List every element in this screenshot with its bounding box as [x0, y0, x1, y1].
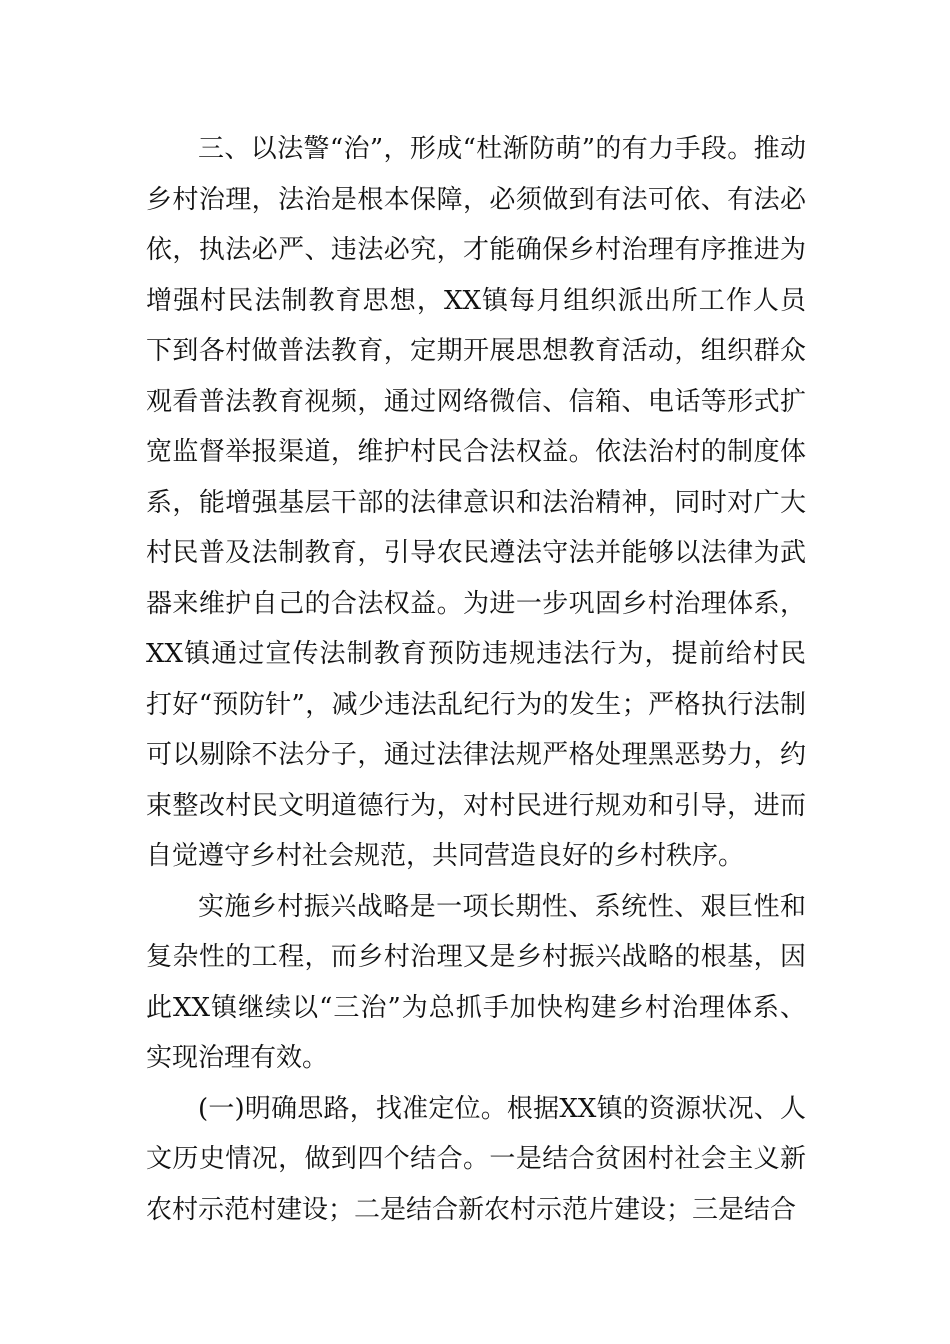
paragraph-rural-revitalization: 实施乡村振兴战略是一项长期性、系统性、艰巨性和复杂性的工程，而乡村治理又是乡村振兴战略的根基，因此XX镇继续以“三治”为总抓手加快构建乡村治理体系、实现治理有效。 — [146, 891, 806, 1073]
paragraph-rule-of-law: 三、以法警“治”，形成“杜渐防萌”的有力手段。推动乡村治理，法治是根本保障，必须做到有法可依、有法必依，执法必严、违法必究，才能确保乡村治理有序推进为增强村民法制教育思想，XX镇每月组织派出所工作人员下到各村做普法教育，定期开展思想教育活动，组织群众观看普法教育视频，通过网络微信、信箱、电话等形式扩宽监督举报渠道，维护村民合法权益。依法治村的制度体系，能增强基层干部的法律意识和法治精神，同时对广大村民普及法制教育，引导农民遵法守法并能够以法律为武器来维护自己的合法权益。为进一步巩固乡村治理体系，XX镇通过宣传法制教育预防违规违法行为，提前给村民打好“预防针”，减少违法乱纪行为的发生；严格执行法制可以剔除不法分子，通过法律法规严格处理黑恶势力，约束整改村民文明道德行为，对村民进行规劝和引导，进而自觉遵守乡村社会规范，共同营造良好的乡村秩序。 — [146, 134, 806, 871]
document-body — [146, 124, 806, 1235]
paragraph-clear-approach: (一)明确思路，找准定位。根据XX镇的资源状况、人文历史情况，做到四个结合。一是结合贫困村社会主义新农村示范村建设；二是结合新农村示范片建设；三是结合 — [146, 1093, 806, 1225]
